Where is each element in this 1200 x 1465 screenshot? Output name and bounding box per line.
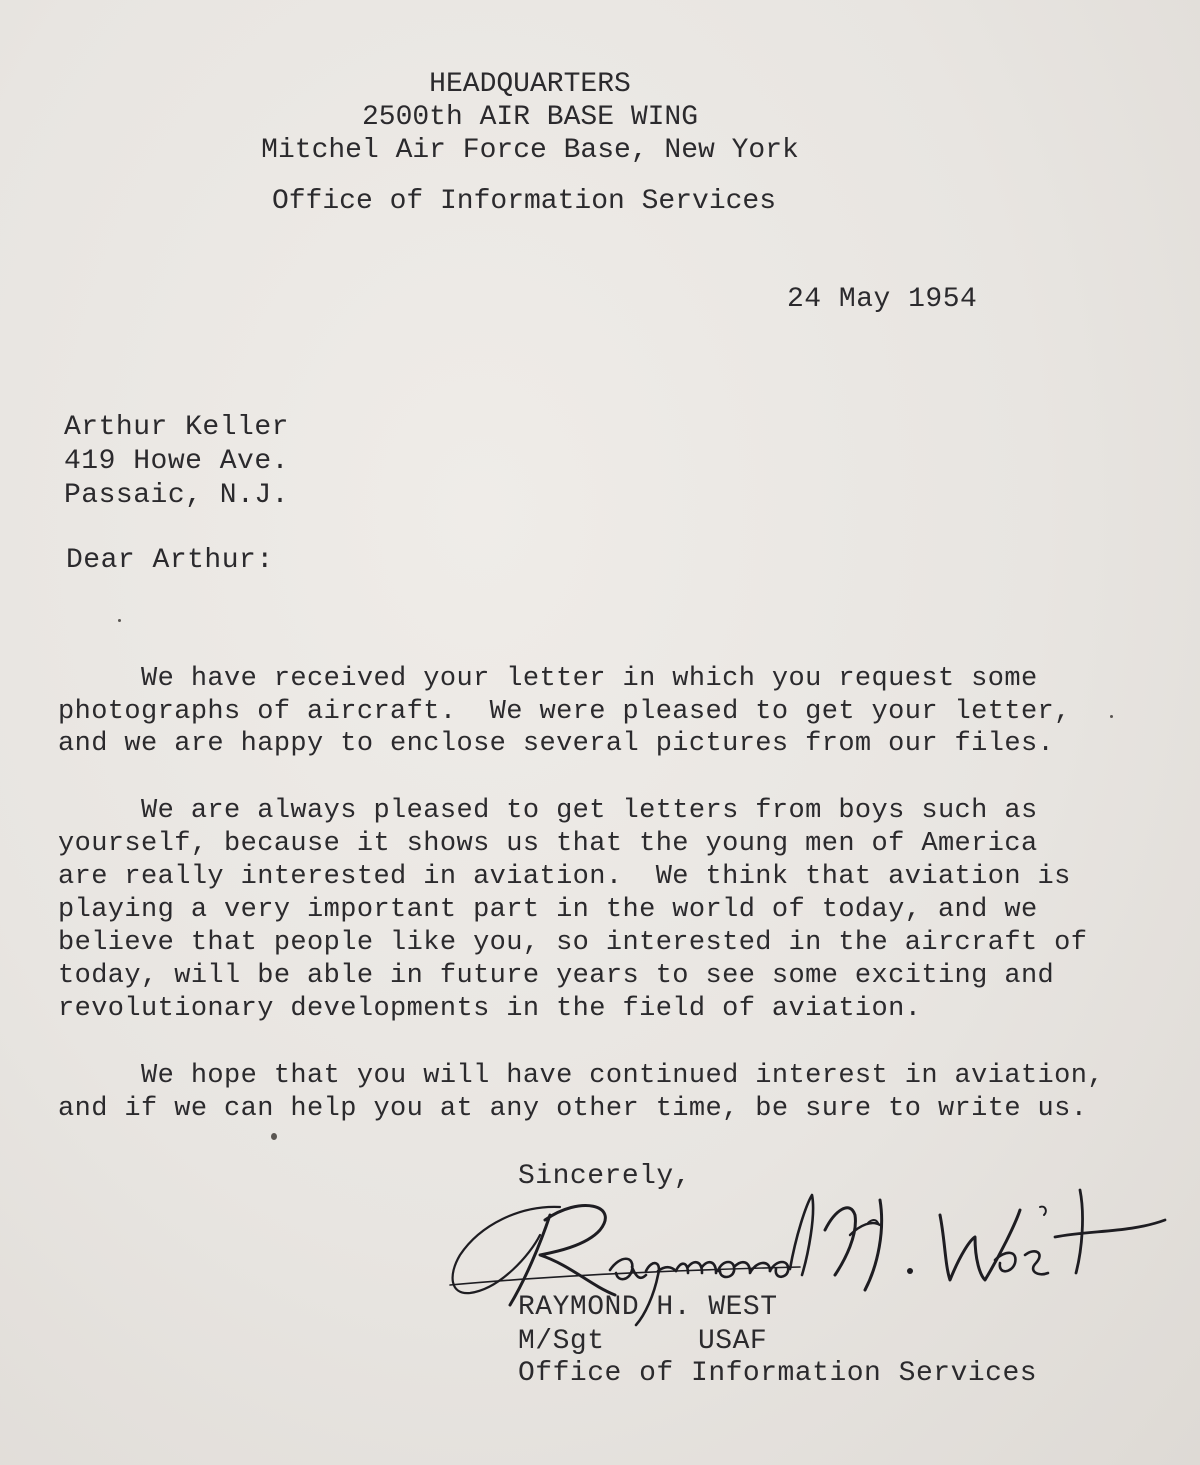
body-p1-line: and we are happy to enclose several pictures from our files. [58, 729, 1055, 759]
body-p2-line: We are always pleased to get letters from boys such as [58, 796, 1038, 826]
body-p3-line: and if we can help you at any other time, be sure to write us. [58, 1094, 1088, 1124]
recipient-name: Arthur Keller [64, 412, 289, 443]
closing: Sincerely, [518, 1161, 692, 1192]
body-p3-line: We hope that you will have continued interest in aviation, [58, 1061, 1104, 1091]
body-p2-line: believe that people like you, so interested in the aircraft of [58, 928, 1088, 958]
paper-speck [1110, 715, 1113, 718]
paper-speck [271, 1133, 277, 1140]
salutation: Dear Arthur: [66, 545, 274, 576]
signatory-office: Office of Information Services [518, 1358, 1038, 1389]
recipient-street: 419 Howe Ave. [64, 446, 289, 477]
signatory-rank: M/Sgt [518, 1326, 605, 1357]
signatory-service: USAF [698, 1326, 768, 1357]
body-p1-line: We have received your letter in which you request some [58, 664, 1038, 694]
letterhead-office: Office of Information Services [271, 186, 777, 217]
body-p2-line: are really interested in aviation. We think that aviation is [58, 862, 1071, 892]
letter-date: 24 May 1954 [787, 284, 978, 315]
body-p1-line: photographs of aircraft. We were pleased to get your letter, [58, 697, 1071, 727]
letterhead-line-1: HEADQUARTERS [429, 69, 631, 100]
signatory-name: RAYMOND H. WEST [518, 1292, 778, 1323]
paper-speck [118, 619, 121, 622]
body-p2-line: revolutionary developments in the field of aviation. [58, 994, 922, 1024]
body-p2-line: today, will be able in future years to see some exciting and [58, 961, 1055, 991]
recipient-city: Passaic, N.J. [64, 480, 289, 511]
letterhead-line-3: Mitchel Air Force Base, New York [261, 135, 799, 166]
body-p2-line: yourself, because it shows us that the young men of America [58, 829, 1038, 859]
body-p2-line: playing a very important part in the world of today, and we [58, 895, 1038, 925]
letterhead-line-2: 2500th AIR BASE WING [361, 102, 699, 133]
